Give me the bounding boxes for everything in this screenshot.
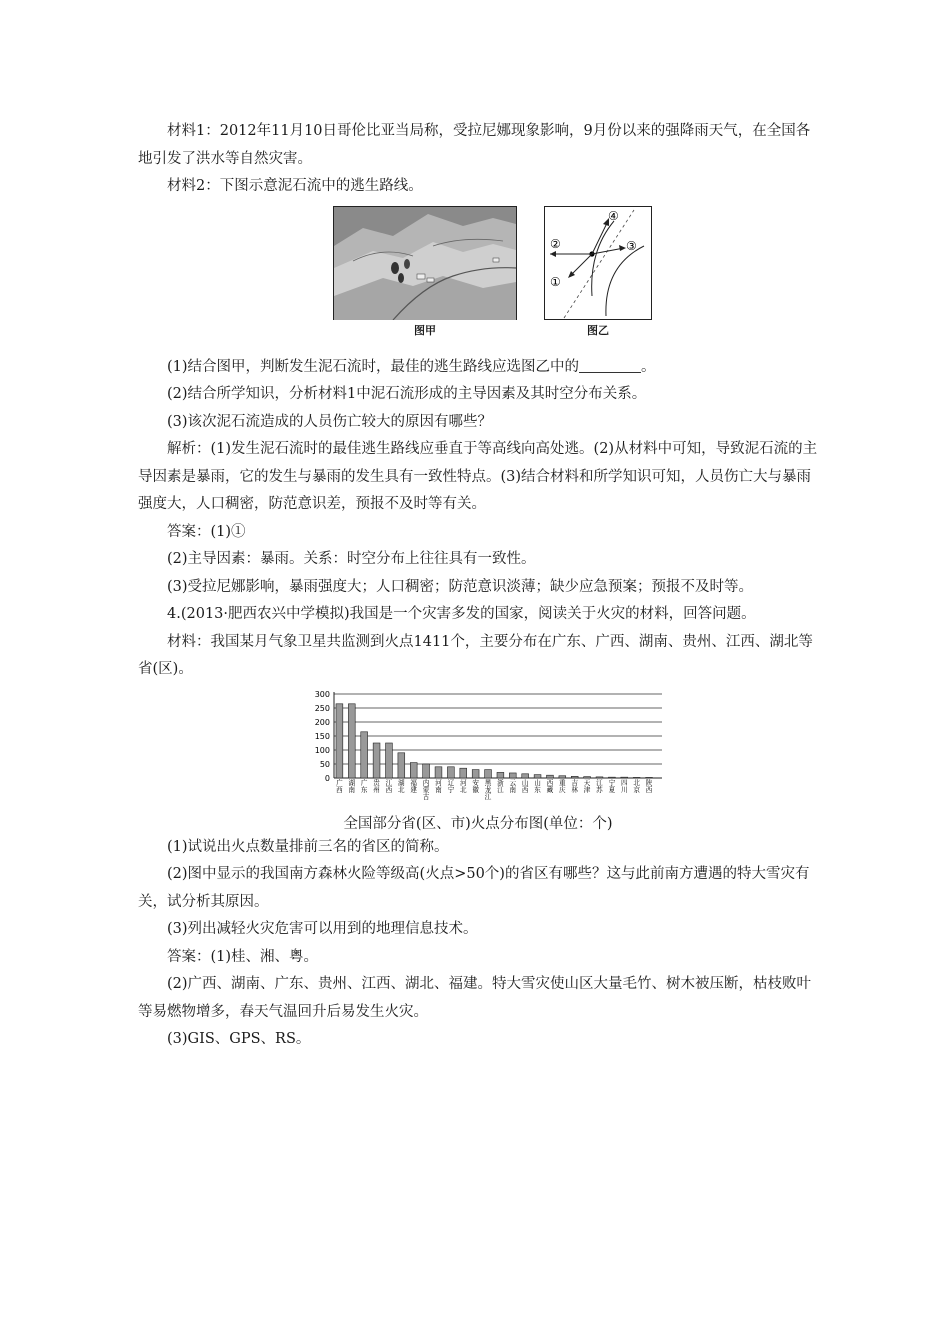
escape-route-diagram [544, 206, 652, 320]
bar-18 [547, 775, 554, 778]
category-label: 江西 [385, 778, 393, 794]
category-label: 山东 [534, 778, 541, 794]
category-label: 天津 [583, 778, 591, 794]
figure-a [333, 206, 517, 338]
category-label: 浙江 [497, 778, 504, 794]
category-label: 北京 [633, 778, 640, 794]
y-tick-label: 300 [314, 689, 330, 699]
figure-b-caption: 图乙 [587, 323, 609, 337]
bar-23 [608, 777, 615, 778]
bar-22 [596, 776, 603, 777]
bar-16 [522, 773, 529, 777]
question-4-3: (3)列出减轻火灾危害可以用到的地理信息技术。 [167, 921, 478, 937]
question-3: (3)该次泥石流造成的人员伤亡较大的原因有哪些？ [167, 413, 493, 430]
route-label-1: ① [550, 274, 561, 289]
route-label-3: ③ [626, 238, 637, 253]
y-tick-label: 0 [324, 773, 330, 783]
category-label: 江苏 [596, 778, 603, 794]
category-label: 吉林 [571, 778, 579, 794]
category-label: 陕西 [645, 778, 653, 794]
figure-b [544, 206, 652, 338]
category-label: 河北 [459, 778, 467, 794]
category-label: 宁夏 [608, 778, 616, 794]
answer-1: 答案：(1)① [167, 523, 246, 540]
question-1-text: (1)结合图甲，判断发生泥石流时，最佳的逃生路线应选图乙中的 [167, 358, 580, 375]
document-page [138, 118, 818, 1054]
category-label: 福建 [410, 778, 418, 794]
bar-13 [485, 769, 492, 777]
bar-14 [497, 772, 504, 778]
material-2: 材料2：下图示意泥石流中的逃生路线。 [167, 178, 423, 194]
material-1: 材料1：2012年11月10日哥伦比亚当局称，受拉尼娜现象影响，9月份以来的强降雨天气，在全国各地引发了洪水等自然灾害。 [138, 123, 811, 167]
mountain-landscape-image [333, 206, 517, 320]
y-tick-label: 250 [314, 703, 330, 713]
category-label: 湖北 [398, 778, 405, 794]
bar-24 [621, 777, 628, 778]
question-1-end: 。 [641, 358, 656, 375]
category-label: 广东 [360, 778, 368, 794]
bar-8 [423, 764, 430, 778]
answer-4-1: 答案：(1)桂、湘、粤。 [167, 948, 319, 965]
bar-19 [559, 775, 566, 777]
bar-4 [373, 743, 380, 778]
bar-17 [534, 774, 541, 777]
category-label: 重庆 [559, 778, 566, 794]
category-label: 西藏 [546, 778, 554, 794]
fire-chart-block [138, 688, 818, 834]
category-label: 辽宁 [447, 778, 455, 794]
question-4-intro: 4.(2013·肥西农兴中学模拟)我国是一个灾害多发的国家，阅读关于火灾的材料，回答问题。 [167, 606, 756, 622]
category-label: 黑龙江 [484, 778, 492, 801]
route-label-4: ④ [608, 208, 619, 223]
category-label: 贵州 [373, 778, 380, 794]
category-label: 湖南 [348, 778, 356, 794]
chart-title: 全国部分省(区、市)火点分布图(单位：个) [343, 815, 613, 832]
fire-points-bar-chart [306, 688, 666, 812]
category-label: 山西 [521, 778, 529, 794]
question-1 [138, 354, 818, 382]
bar-11 [460, 768, 467, 778]
bar-15 [509, 772, 516, 777]
bar-1 [336, 703, 343, 777]
y-tick-label: 100 [314, 745, 330, 755]
bar-10 [447, 766, 454, 777]
bar-25 [633, 777, 640, 778]
figure-row [138, 206, 818, 352]
bar-12 [472, 769, 479, 777]
answer-4-2: (2)广西、湖南、广东、贵州、江西、湖北、福建。特大雪灾使山区大量毛竹、树木被压断，枯枝败叶等易燃物增多，春天气温回升后易发生火灾。 [138, 976, 812, 1020]
bar-7 [410, 762, 417, 777]
bar-2 [348, 703, 355, 777]
category-label: 四川 [620, 778, 628, 794]
y-tick-label: 200 [314, 717, 330, 727]
answer-blank [579, 358, 641, 373]
bar-5 [386, 743, 393, 778]
answer-3: (3)受拉尼娜影响，暴雨强度大；人口稠密；防范意识淡薄；缺少应急预案；预报不及时等。 [167, 578, 754, 595]
bar-6 [398, 752, 405, 777]
bar-9 [435, 766, 442, 777]
bar-21 [584, 776, 591, 777]
bar-20 [571, 776, 578, 778]
question-4-material: 材料：我国某月气象卫星共监测到火点1411个，主要分布在广东、广西、湖南、贵州、江西、湖北等省(区)。 [138, 633, 813, 677]
y-tick-label: 150 [314, 731, 330, 741]
answer-4-3: (3)GIS、GPS、RS。 [167, 1031, 311, 1047]
analysis: 解析：(1)发生泥石流时的最佳逃生路线应垂直于等高线向高处逃。(2)从材料中可知，导致泥石流的主导因素是暴雨，它的发生与暴雨的发生具有一致性特点。(3)结合材料和所学知识可知，人员伤亡大与暴雨强度大，人口稠密，防范意识差，预报不及时等有关。 [138, 441, 818, 512]
y-tick-label: 50 [319, 759, 330, 769]
category-label: 内蒙古 [422, 778, 430, 801]
question-2: (2)结合所学知识，分析材料1中泥石流形成的主导因素及其时空分布关系。 [167, 386, 647, 402]
answer-2: (2)主导因素：暴雨。关系：时空分布上往往具有一致性。 [167, 551, 536, 567]
category-label: 安徽 [472, 778, 479, 794]
category-label: 广西 [336, 778, 343, 794]
category-label: 河南 [435, 778, 442, 794]
category-label: 云南 [509, 778, 517, 794]
figure-a-caption: 图甲 [414, 323, 436, 337]
question-4-1: (1)试说出火点数量排前三名的省区的简称。 [167, 838, 449, 855]
route-label-2: ② [550, 236, 561, 251]
bar-3 [361, 731, 368, 777]
question-4-2: (2)图中显示的我国南方森林火险等级高(火点>50个)的省区有哪些？这与此前南方遭遇的特大雪灾有关，试分析其原因。 [138, 866, 810, 910]
bar-26 [646, 777, 653, 778]
